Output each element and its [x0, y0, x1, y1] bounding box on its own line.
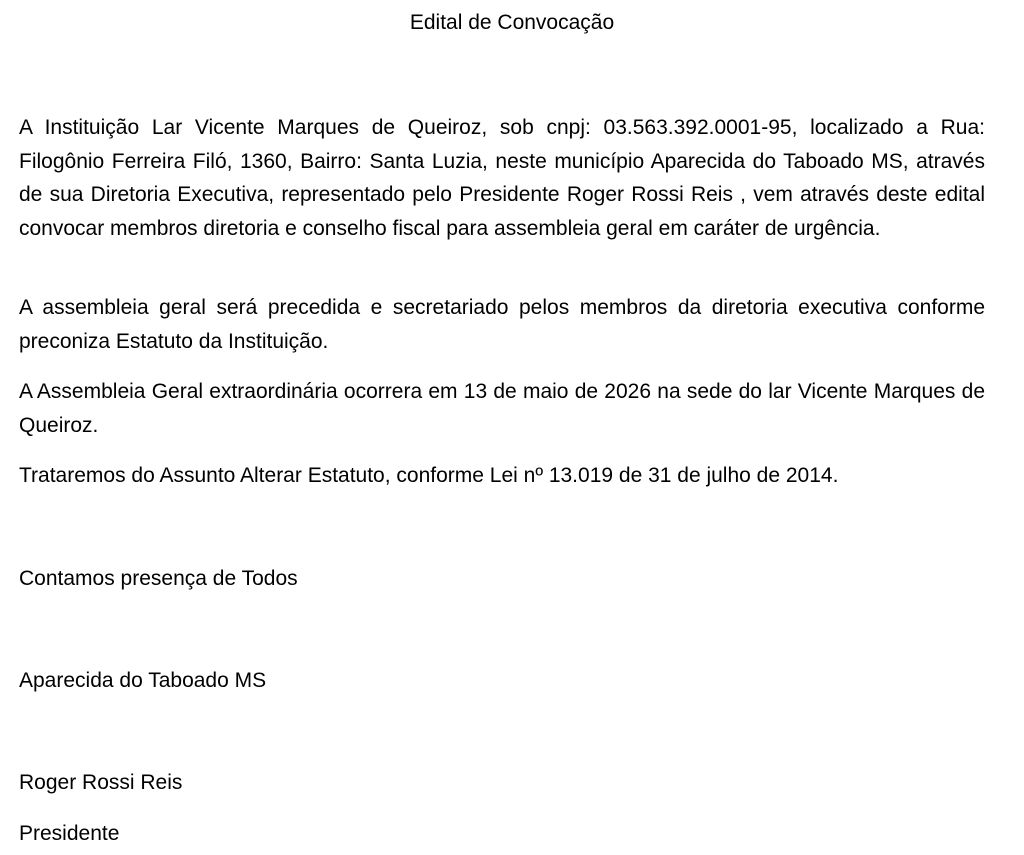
paragraph-institution: A Instituição Lar Vicente Marques de Queiroz, sob cnpj: 03.563.392.0001-95, localizado a Rua: Filogônio Ferreira Filó, 1360, Bairro: Santa Luzia, neste município Aparecida do Taboado MS, através de sua Diretoria Executiva, representado pelo Presidente Roger Rossi Reis , vem através deste edital convocar membros diretoria e conselho fiscal para assembleia geral em caráter de urgência.	[19, 116, 985, 240]
signer-role: Presidente	[19, 822, 120, 845]
city-text: Aparecida do Taboado MS	[19, 669, 267, 692]
paragraph-assembly-date: A Assembleia Geral extraordinária ocorrera em 13 de maio de 2026 na sede do lar Vicente Marques de Queiroz.	[19, 380, 985, 437]
paragraph-subject: Trataremos do Assunto Alterar Estatuto, conforme Lei nº 13.019 de 31 de julho de 2014.	[19, 464, 839, 487]
closing-text: Contamos presença de Todos	[19, 567, 298, 590]
paragraph-assembly-leadership: A assembleia geral será precedida e secretariado pelos membros da diretoria executiva conforme preconiza Estatuto da Instituição.	[19, 296, 985, 353]
signer-name: Roger Rossi Reis	[19, 771, 183, 794]
document-title: Edital de Convocação	[409, 11, 615, 34]
